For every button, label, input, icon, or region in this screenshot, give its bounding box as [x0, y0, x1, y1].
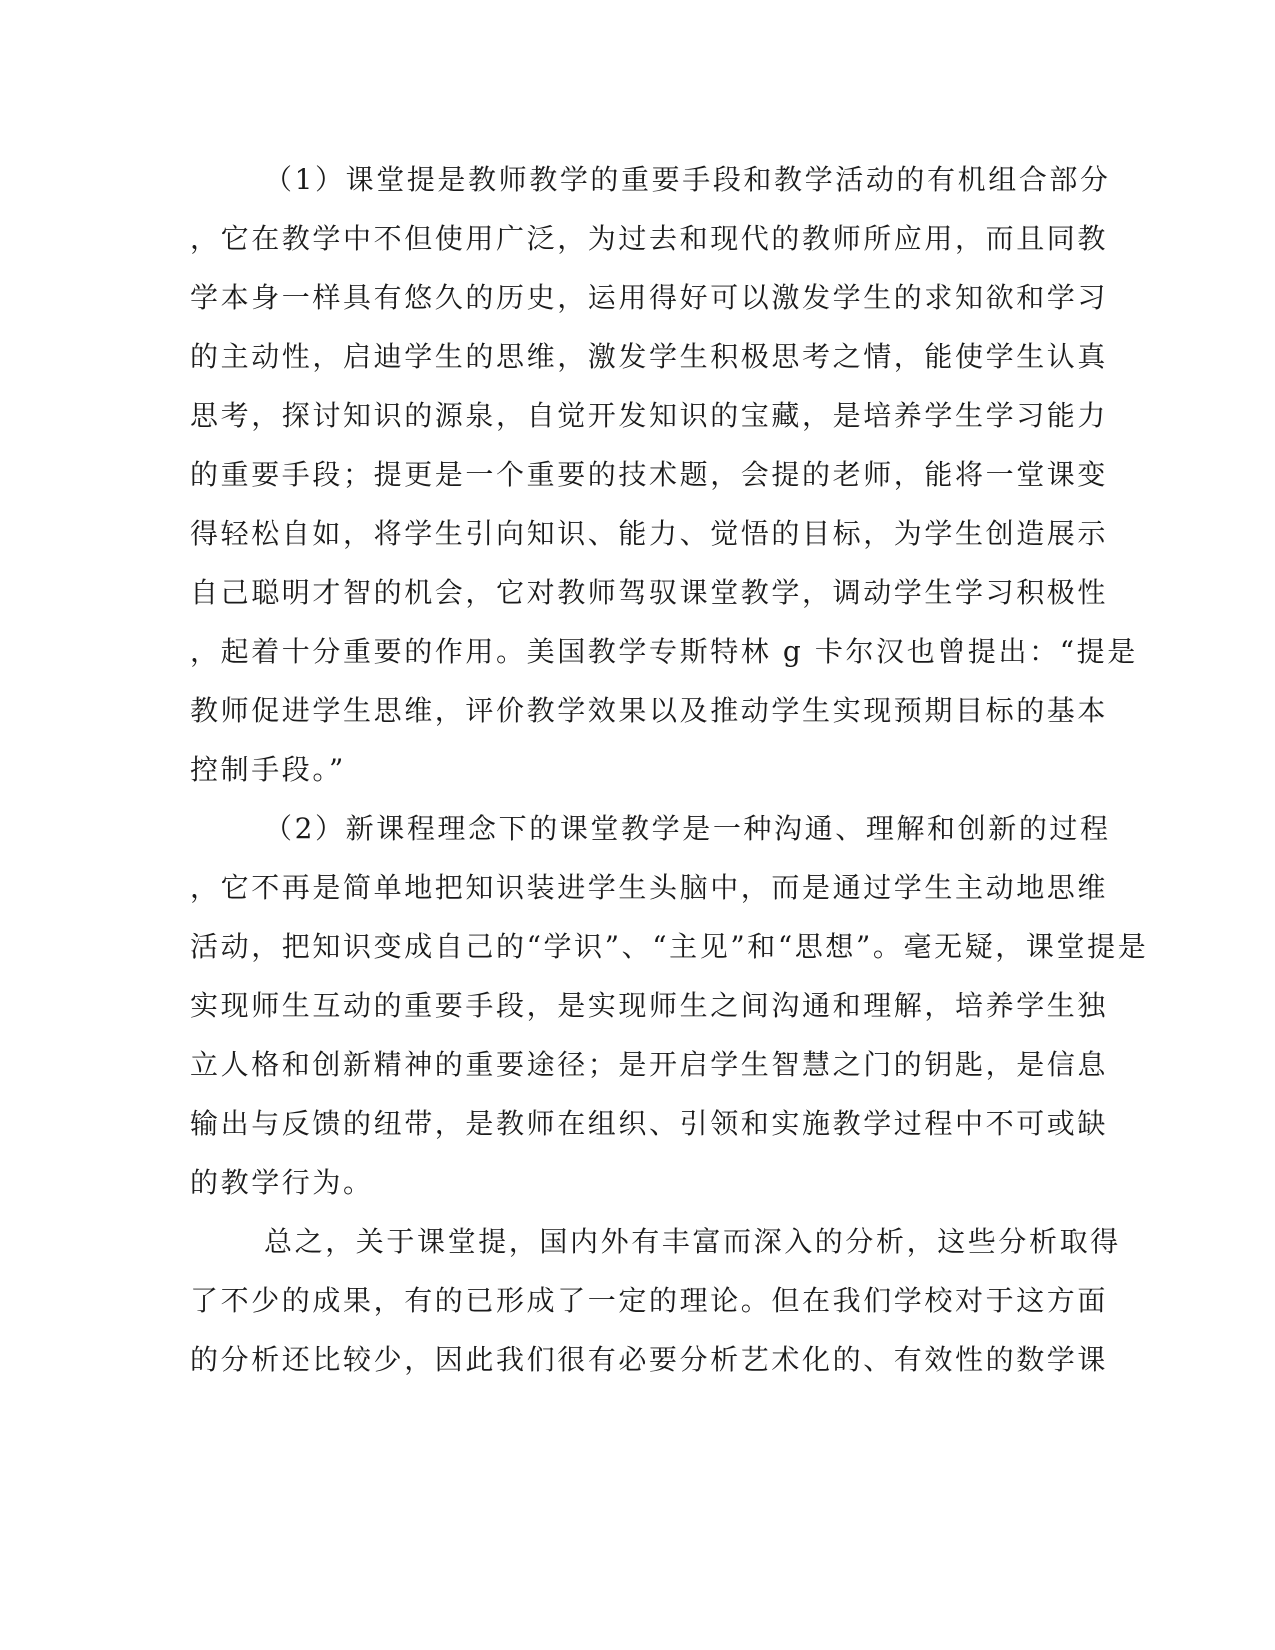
paragraph-2-line-5: 立人格和创新精神的重要途径；是开启学生智慧之门的钥匙，是信息 — [190, 1048, 1109, 1081]
paragraph-2-line-6: 输出与反馈的纽带，是教师在组织、引领和实施教学过程中不可或缺 — [190, 1107, 1109, 1140]
paragraph-1-line-5: 思考，探讨知识的源泉，自觉开发知识的宝藏，是培养学生学习能力 — [190, 399, 1109, 432]
paragraph-1-line-1: （1）课堂提是教师教学的重要手段和教学活动的有机组合部分 — [264, 163, 1111, 196]
paragraph-1-line-11: 控制手段。” — [190, 753, 346, 786]
paragraph-1-line-10: 教师促进学生思维，评价教学效果以及推动学生实现预期目标的基本 — [190, 694, 1109, 727]
paragraph-1-line-2: ，它在教学中不但使用广泛，为过去和现代的教师所应用，而且同教 — [190, 222, 1109, 255]
paragraph-1-line-7: 得轻松自如，将学生引向知识、能力、觉悟的目标，为学生创造展示 — [190, 517, 1109, 550]
paragraph-2-line-4: 实现师生互动的重要手段，是实现师生之间沟通和理解，培养学生独 — [190, 989, 1109, 1022]
paragraph-2-line-3: 活动，把知识变成自己的“学识”、“主见”和“思想”。毫无疑，课堂提是 — [190, 930, 1149, 963]
paragraph-3-line-2: 了不少的成果，有的已形成了一定的理论。但在我们学校对于这方面 — [190, 1284, 1109, 1317]
paragraph-1-line-8: 自己聪明才智的机会，它对教师驾驭课堂教学，调动学生学习积极性 — [190, 576, 1109, 609]
paragraph-2-line-2: ，它不再是简单地把知识装进学生头脑中，而是通过学生主动地思维 — [190, 871, 1109, 904]
paragraph-1-line-9: ，起着十分重要的作用。美国教学专斯特林 g 卡尔汉也曾提出：“提是 — [190, 635, 1138, 668]
paragraph-2-line-7: 的教学行为。 — [190, 1166, 374, 1199]
paragraph-3-line-3: 的分析还比较少，因此我们很有必要分析艺术化的、有效性的数学课 — [190, 1343, 1109, 1376]
paragraph-1-line-3: 学本身一样具有悠久的历史，运用得好可以激发学生的求知欲和学习 — [190, 281, 1109, 314]
paragraph-3-line-1: 总之，关于课堂提，国内外有丰富而深入的分析，这些分析取得 — [264, 1225, 1121, 1258]
paragraph-1-line-4: 的主动性，启迪学生的思维，激发学生积极思考之情，能使学生认真 — [190, 340, 1109, 373]
paragraph-2-line-1: （2）新课程理念下的课堂教学是一种沟通、理解和创新的过程 — [264, 812, 1111, 845]
paragraph-1-line-6: 的重要手段；提更是一个重要的技术题，会提的老师，能将一堂课变 — [190, 458, 1109, 491]
